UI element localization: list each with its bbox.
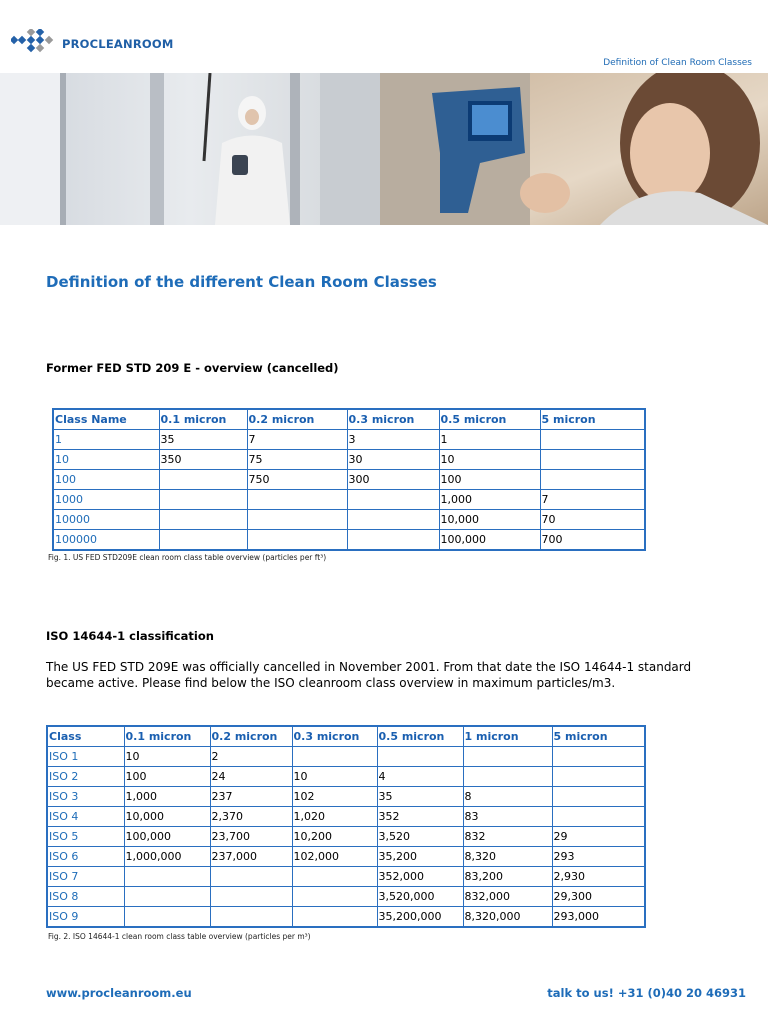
table-cell: 3,520,000 (377, 887, 463, 907)
table-cell: 293 (552, 847, 645, 867)
table-cell: 10,200 (292, 827, 377, 847)
procleanroom-logo (11, 29, 174, 59)
column-header: Class (47, 726, 124, 747)
iso-classification-table (46, 725, 646, 928)
table-cell: 700 (540, 530, 645, 551)
table-cell: 29,300 (552, 887, 645, 907)
class-name-cell: 10 (53, 450, 159, 470)
table-cell: 35 (159, 430, 247, 450)
table-cell (247, 530, 347, 551)
column-header: 0.1 micron (124, 726, 210, 747)
table-cell (347, 510, 439, 530)
table-cell: 2 (210, 747, 292, 767)
table-cell (210, 887, 292, 907)
table-row (47, 767, 645, 787)
table-cell: 35,200 (377, 847, 463, 867)
table-cell (159, 490, 247, 510)
table-cell (159, 510, 247, 530)
table-row (47, 807, 645, 827)
table-cell (540, 470, 645, 490)
fed-table-caption: Fig. 1. US FED STD209E clean room class table overview (particles per ft³) (48, 553, 327, 562)
table-cell: 750 (247, 470, 347, 490)
class-name-cell: 100000 (53, 530, 159, 551)
table-cell (463, 767, 552, 787)
table-cell (540, 430, 645, 450)
class-name-cell: ISO 9 (47, 907, 124, 928)
class-name-cell: ISO 6 (47, 847, 124, 867)
table-cell: 1 (439, 430, 540, 450)
column-header: 0.5 micron (439, 409, 540, 430)
table-row (47, 747, 645, 767)
table-cell: 35 (377, 787, 463, 807)
table-cell: 100 (124, 767, 210, 787)
table-row (47, 787, 645, 807)
fed-std-table (52, 408, 646, 551)
column-header: 5 micron (540, 409, 645, 430)
table-cell: 29 (552, 827, 645, 847)
table-cell: 237,000 (210, 847, 292, 867)
class-name-cell: ISO 7 (47, 867, 124, 887)
class-name-cell: ISO 1 (47, 747, 124, 767)
table-cell: 10,000 (439, 510, 540, 530)
table-cell: 2,930 (552, 867, 645, 887)
table-cell: 102,000 (292, 847, 377, 867)
table-cell: 102 (292, 787, 377, 807)
table-cell (124, 907, 210, 928)
table-cell: 10 (124, 747, 210, 767)
website-link[interactable]: www.procleanroom.eu (46, 986, 192, 1000)
table-cell: 3 (347, 430, 439, 450)
table-cell: 10 (439, 450, 540, 470)
column-header: 0.2 micron (210, 726, 292, 747)
column-header: Class Name (53, 409, 159, 430)
table-cell: 10 (292, 767, 377, 787)
table-row (53, 470, 645, 490)
table-cell: 7 (247, 430, 347, 450)
class-name-cell: ISO 3 (47, 787, 124, 807)
class-name-cell: 1 (53, 430, 159, 450)
table-cell (292, 867, 377, 887)
table-cell (552, 747, 645, 767)
table-cell (124, 867, 210, 887)
column-header: 0.1 micron (159, 409, 247, 430)
table-cell: 83 (463, 807, 552, 827)
table-cell: 1,000,000 (124, 847, 210, 867)
table-row (53, 490, 645, 510)
table-cell: 4 (377, 767, 463, 787)
table-row (53, 510, 645, 530)
table-cell: 293,000 (552, 907, 645, 928)
table-row (47, 827, 645, 847)
cleanroom-photo-image (0, 73, 768, 225)
table-cell: 100 (439, 470, 540, 490)
table-cell (159, 530, 247, 551)
banner-photo (0, 73, 768, 225)
class-name-cell: 10000 (53, 510, 159, 530)
table-cell: 832,000 (463, 887, 552, 907)
table-cell: 350 (159, 450, 247, 470)
table-header-row (47, 726, 645, 747)
table-cell (552, 787, 645, 807)
table-cell (347, 490, 439, 510)
table-cell: 1,000 (439, 490, 540, 510)
class-name-cell: ISO 4 (47, 807, 124, 827)
table-cell (247, 510, 347, 530)
iso-section-heading: ISO 14644-1 classification (46, 629, 214, 643)
column-header: 1 micron (463, 726, 552, 747)
table-cell: 352,000 (377, 867, 463, 887)
iso-table-caption: Fig. 2. ISO 14644-1 clean room class table overview (particles per m³) (48, 932, 311, 941)
column-header: 0.5 micron (377, 726, 463, 747)
table-cell (552, 807, 645, 827)
table-cell: 75 (247, 450, 347, 470)
table-cell (210, 867, 292, 887)
table-cell (552, 767, 645, 787)
class-name-cell: 1000 (53, 490, 159, 510)
table-cell: 7 (540, 490, 645, 510)
table-row (53, 530, 645, 551)
table-cell: 100,000 (439, 530, 540, 551)
iso-intro-paragraph: The US FED STD 209E was officially cancelled in November 2001. From that date the ISO 14644-1 standard became active. Please find below the ISO cleanroom class overview in maximum particles/m3. (46, 660, 692, 690)
class-name-cell: ISO 8 (47, 887, 124, 907)
table-row (47, 907, 645, 928)
column-header: 0.3 micron (292, 726, 377, 747)
table-cell (292, 887, 377, 907)
table-cell: 35,200,000 (377, 907, 463, 928)
table-cell (292, 747, 377, 767)
table-cell: 10,000 (124, 807, 210, 827)
table-cell: 70 (540, 510, 645, 530)
table-cell: 2,370 (210, 807, 292, 827)
table-cell (124, 887, 210, 907)
fed-section-heading: Former FED STD 209 E - overview (cancelled) (46, 361, 339, 375)
document-header-title: Definition of Clean Room Classes (603, 58, 752, 68)
table-cell: 8,320,000 (463, 907, 552, 928)
class-name-cell: ISO 5 (47, 827, 124, 847)
table-cell (347, 530, 439, 551)
table-row (47, 887, 645, 907)
table-cell (210, 907, 292, 928)
table-header-row (53, 409, 645, 430)
table-cell: 1,020 (292, 807, 377, 827)
table-cell: 83,200 (463, 867, 552, 887)
table-row (53, 430, 645, 450)
table-cell: 300 (347, 470, 439, 490)
table-cell: 8,320 (463, 847, 552, 867)
table-cell (463, 747, 552, 767)
logo-diamond-icon (11, 29, 57, 59)
table-cell: 8 (463, 787, 552, 807)
table-cell: 100,000 (124, 827, 210, 847)
table-row (53, 450, 645, 470)
table-cell: 3,520 (377, 827, 463, 847)
table-cell (159, 470, 247, 490)
table-cell (247, 490, 347, 510)
table-cell (540, 450, 645, 470)
logo-wordmark: PROCLEANROOM (62, 37, 174, 51)
column-header: 0.3 micron (347, 409, 439, 430)
table-cell: 1,000 (124, 787, 210, 807)
table-cell: 832 (463, 827, 552, 847)
column-header: 0.2 micron (247, 409, 347, 430)
contact-phone: talk to us! +31 (0)40 20 46931 (547, 986, 746, 1000)
table-cell: 352 (377, 807, 463, 827)
page-title: Definition of the different Clean Room Classes (46, 273, 437, 291)
table-cell: 24 (210, 767, 292, 787)
table-row (47, 847, 645, 867)
table-cell (292, 907, 377, 928)
class-name-cell: 100 (53, 470, 159, 490)
class-name-cell: ISO 2 (47, 767, 124, 787)
table-cell: 237 (210, 787, 292, 807)
table-cell: 30 (347, 450, 439, 470)
table-row (47, 867, 645, 887)
table-cell: 23,700 (210, 827, 292, 847)
column-header: 5 micron (552, 726, 645, 747)
table-cell (377, 747, 463, 767)
